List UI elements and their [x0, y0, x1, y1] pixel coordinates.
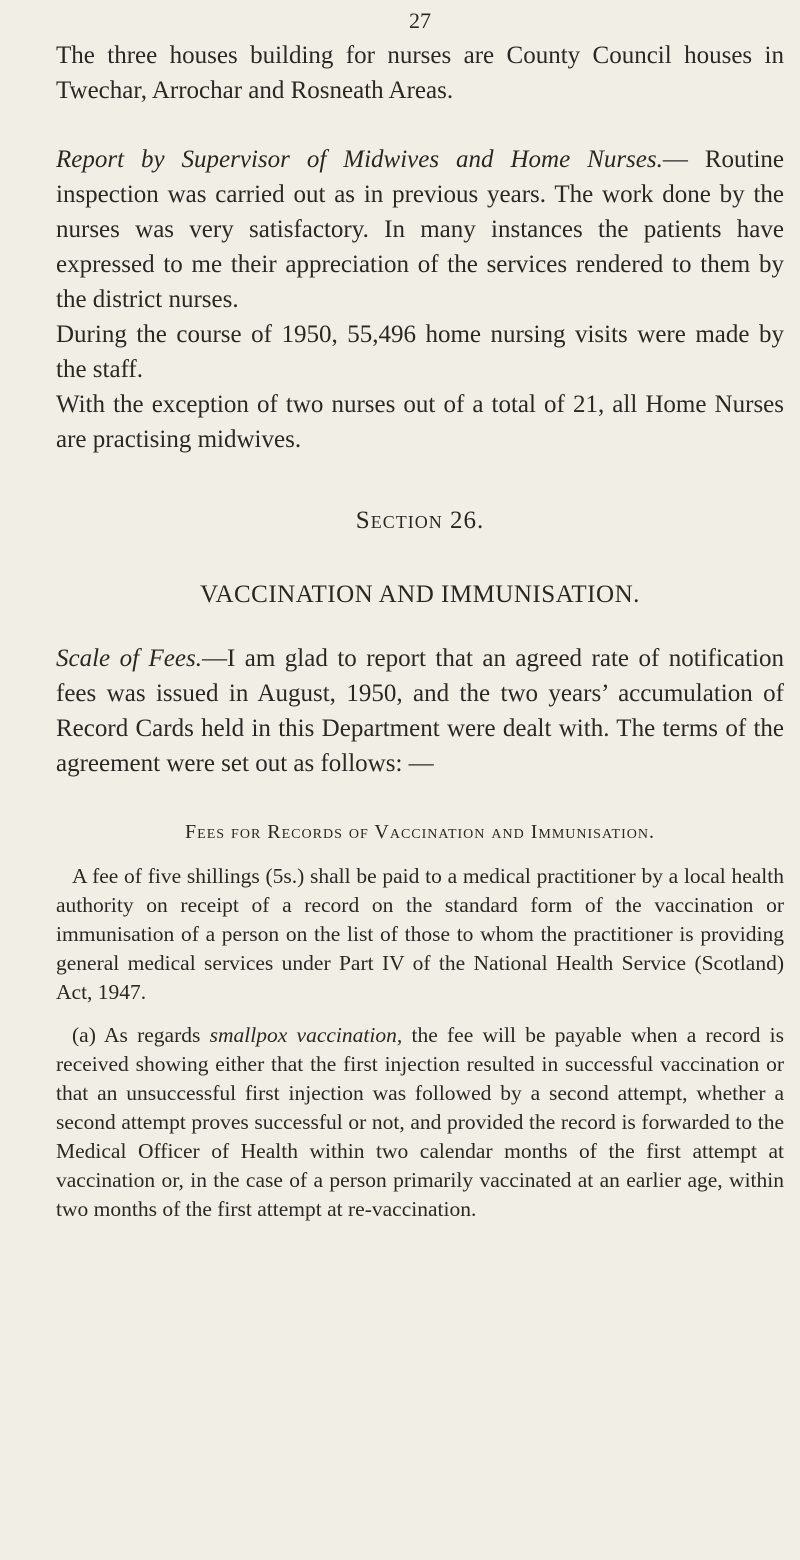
- main-heading: VACCINATION AND IMMUNISATION.: [200, 581, 640, 608]
- document-page: [56, 8, 784, 1224]
- smallpox-label: (a): [72, 1023, 96, 1047]
- paragraph-report: [56, 142, 784, 317]
- fee-terms-text: A fee of five shillings (5s.) shall be paid to a medical practitioner by a local health authority on receipt of a record on the standard form of the vaccination or immunisation of a person on the list of those to whom the practitioner is providing general medical services under Part IV of the National Health Service (Scotland) Act, 1947.: [56, 864, 784, 1004]
- paragraph-houses-text: The three houses building for nurses are County Council houses in Twechar, Arrochar and Rosneath Areas.: [56, 42, 784, 104]
- paragraph-exception: [56, 387, 784, 457]
- paragraph-visits: [56, 317, 784, 387]
- paragraph-houses: [56, 38, 784, 108]
- page-number: 27: [409, 8, 431, 33]
- scale-text: —I am glad to report that an agreed rate of notification fees was issued in August, 1950, and the two years’ accumulation of Record Cards held in this Department were dealt with. The terms of the agreement were set out as follows: —: [56, 645, 785, 777]
- smallpox-lead: As regards: [95, 1023, 210, 1047]
- smallpox-term: smallpox vaccination,: [209, 1023, 403, 1047]
- paragraph-smallpox: [56, 1021, 784, 1224]
- smallpox-text: the fee will be payable when a record is received showing either that the first injection resulted in successful vaccination or that an unsuccessful first injection was followed by a second attempt, whether a second attempt proves successful or not, and provided the record is forwarded to the Medical Officer of Health within two calendar months of the first attempt at vaccination or, in the case of a person primarily vaccinated at an earlier age, within two months of the first attempt at re-vaccination.: [56, 1023, 785, 1221]
- report-intro: — Routine inspection was carried out as in previous years. The work done by the nurses was very satisfactory. In many instances the patients have expressed to me their appreciation of the services rendered to them by the district nurses.: [56, 146, 784, 313]
- scale-title: Scale of Fees.: [56, 645, 202, 672]
- fees-heading: Fees for Records of Vaccination and Immunisation.: [185, 821, 655, 843]
- paragraph-scale-of-fees: [56, 641, 784, 781]
- paragraph-fee-terms: [56, 862, 784, 1007]
- paragraph-exception-text: With the exception of two nurses out of a total of 21, all Home Nurses are practising midwives.: [56, 391, 784, 453]
- section-heading: Section 26.: [355, 507, 485, 534]
- paragraph-visits-text: During the course of 1950, 55,496 home nursing visits were made by the staff.: [56, 321, 784, 383]
- report-title: Report by Supervisor of Midwives and Home Nurses.: [56, 146, 663, 173]
